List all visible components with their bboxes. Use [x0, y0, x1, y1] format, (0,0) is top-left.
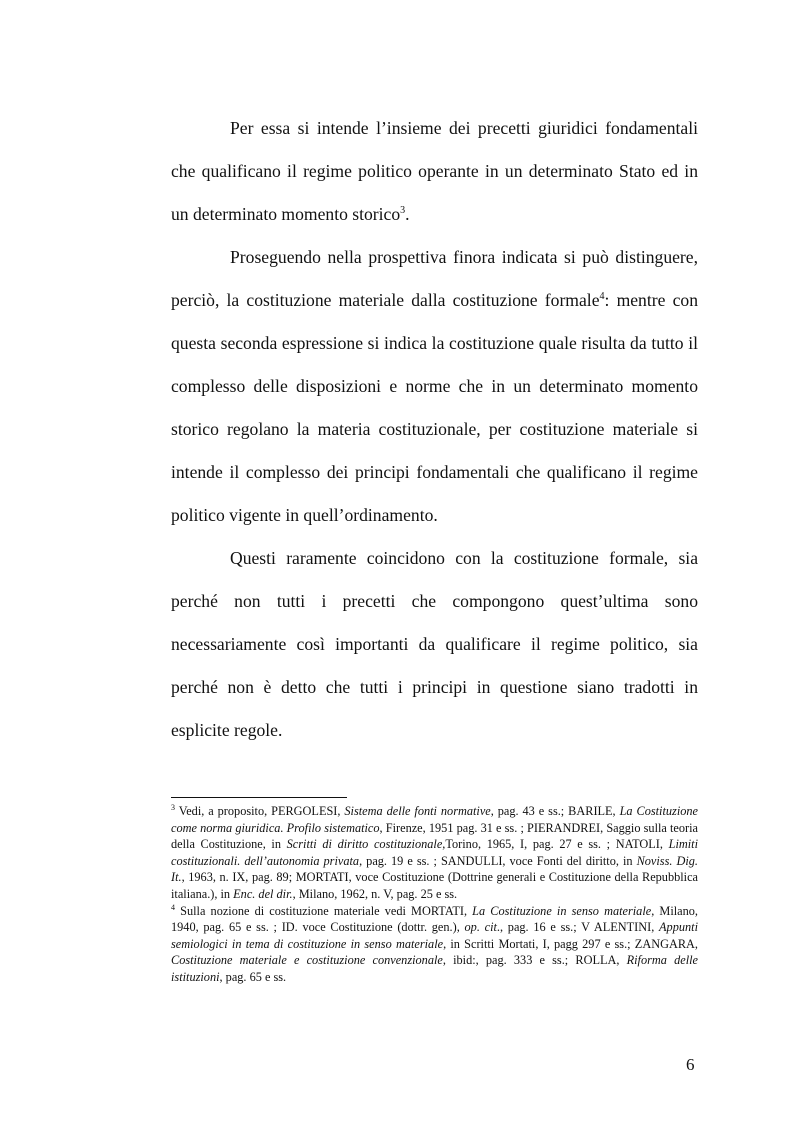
paragraph-2: Proseguendo nella prospettiva finora indicata si può distinguere, perciò, la costituzione materiale dalla costituzione formale$^4$: mentre con questa seconda espressione si indica la costituzione quale risulta da tutto il complesso delle disposizioni e norme che in un determinato momento storico regolano la materia costituzionale, per costituzione materiale si intende il complesso dei principi fondamentali che qualificano il regime politico vigente in quell’ordinamento.	[171, 247, 698, 525]
footnote-3: $^3$ Vedi, a proposito, PERGOLESI, Sistema delle fonti normative, pag. 43 e ss.; BARILE, La Costituzione come norma giuridica. Profilo sistematico, Firenze, 1951 pag. 31 e ss. ; PIERANDREI, Saggio sulla teoria della Costituzione, in Scritti di diritto costituzionale,Torino, 1965, I, pag. 27 e ss. ; NATOLI, Limiti costituzionali. dell’autonomia privata, pag. 19 e ss. ; SANDULLI, voce Fonti del diritto, in Noviss. Dig. It., 1963, n. IX, pag. 89; MORTATI, voce Costituzione (Dottrine generali e Costituzione della Repubblica italiana.), in Enc. del dir., Milano, 1962, n. V, pag. 25 e ss.	[171, 803, 699, 901]
footnote-ref-4[interactable]: 4	[599, 291, 605, 302]
paragraph-1: Per essa si intende l’insieme dei precetti giuridici fondamentali che qualificano il regime politico operante in un determinato Stato ed in un determinato momento storico$^3$.	[171, 118, 698, 224]
footnote-4: $^4$ Sulla nozione di costituzione materiale vedi MORTATI, La Costituzione in senso materiale, Milano, 1940, pag. 65 e ss. ; ID. voce Costituzione (dottr. gen.), op. cit., pag. 16 e ss.; V ALENTINI, Appunti semiologici in tema di costituzione in senso materiale, in Scritti Mortati, I, pagg 297 e ss.; ZANGARA, Costituzione materiale e costituzione convenzionale, ibid:, pag. 333 e ss.; ROLLA, Riforma delle istituzioni, pag. 65 e ss.	[171, 902, 699, 984]
footnote-separator	[171, 797, 347, 798]
page-number: 6	[686, 1055, 695, 1074]
footnote-ref-3[interactable]: 3	[400, 205, 406, 216]
footnotes	[171, 803, 698, 986]
body-text	[171, 107, 698, 752]
paragraph-3: Questi raramente coincidono con la costituzione formale, sia perché non tutti i precetti che compongono quest’ultima sono necessariamente così importanti da qualificare il regime politico, sia perché non è detto che tutti i principi in questione siano tradotti in esplicite regole.	[171, 548, 698, 740]
